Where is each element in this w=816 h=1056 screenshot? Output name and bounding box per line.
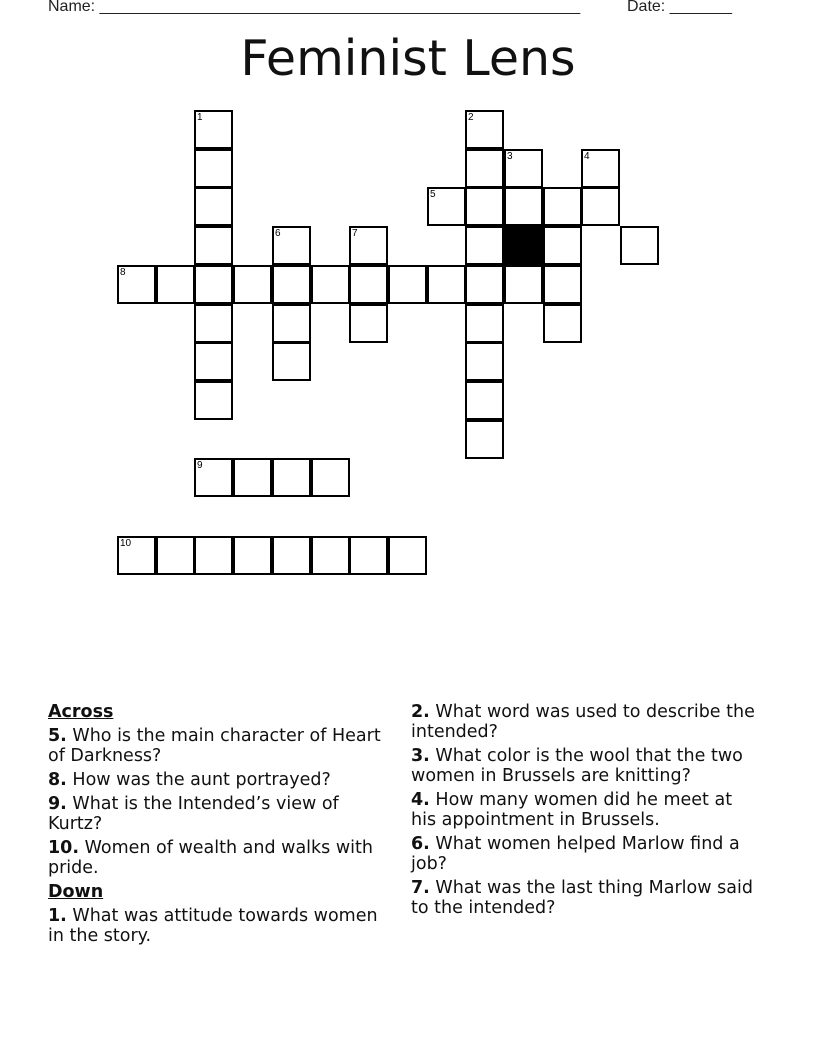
clue-text: What was attitude towards women in the story. xyxy=(48,906,378,946)
crossword-cell[interactable] xyxy=(465,265,504,304)
crossword-cell[interactable] xyxy=(272,342,311,381)
crossword-cell[interactable] xyxy=(272,536,311,575)
across-heading: Across xyxy=(48,702,114,722)
crossword-cell[interactable] xyxy=(349,304,388,343)
clue-across-8 xyxy=(48,770,393,790)
clue-text: What is the Intended’s view of Kurtz? xyxy=(48,794,339,834)
crossword-cell[interactable] xyxy=(194,304,233,343)
crossword-cell[interactable] xyxy=(465,304,504,343)
cell-number: 2 xyxy=(468,112,474,123)
crossword-cell[interactable] xyxy=(504,149,543,188)
clues-column-left xyxy=(48,702,393,950)
clue-number: 4. xyxy=(411,790,430,810)
cell-number: 10 xyxy=(120,538,132,549)
crossword-cell[interactable] xyxy=(311,458,350,497)
crossword-cell[interactable] xyxy=(156,265,195,304)
crossword-cell[interactable] xyxy=(543,226,582,265)
clue-text: How many women did he meet at his appointment in Brussels. xyxy=(411,790,733,830)
clue-text: Who is the main character of Heart of Darkness? xyxy=(48,726,381,766)
crossword-cell[interactable] xyxy=(272,265,311,304)
crossword-cell[interactable] xyxy=(311,536,350,575)
clue-text: How was the aunt portrayed? xyxy=(72,770,331,790)
crossword-cell[interactable] xyxy=(543,265,582,304)
clue-down-2 xyxy=(411,702,761,742)
crossword-cell[interactable] xyxy=(194,226,233,265)
crossword-cell[interactable] xyxy=(272,304,311,343)
clue-down-1 xyxy=(48,906,393,946)
clue-across-10 xyxy=(48,838,393,878)
crossword-cell[interactable] xyxy=(543,187,582,226)
crossword-cell[interactable] xyxy=(194,458,233,497)
clue-text: What women helped Marlow find a job? xyxy=(411,834,740,874)
crossword-cell[interactable] xyxy=(581,149,620,188)
clue-number: 5. xyxy=(48,726,67,746)
crossword-cell[interactable] xyxy=(427,265,466,304)
clue-down-6 xyxy=(411,834,761,874)
clue-text: What was the last thing Marlow said to the intended? xyxy=(411,878,753,918)
clue-number: 10. xyxy=(48,838,80,858)
crossword-cell[interactable] xyxy=(465,420,504,459)
crossword-cell[interactable] xyxy=(194,536,233,575)
down-heading: Down xyxy=(48,882,104,902)
crossword-cell[interactable] xyxy=(194,149,233,188)
date-field[interactable]: Date: _______ xyxy=(627,0,732,15)
clue-down-7 xyxy=(411,878,761,918)
clues-column-right xyxy=(411,702,761,922)
crossword-cell[interactable] xyxy=(465,187,504,226)
crossword-cell[interactable] xyxy=(194,187,233,226)
cell-number: 9 xyxy=(197,460,203,471)
crossword-cell[interactable] xyxy=(194,110,233,149)
clue-down-3 xyxy=(411,746,761,786)
crossword-cell[interactable] xyxy=(465,342,504,381)
clue-text: Women of wealth and walks with pride. xyxy=(48,838,373,878)
clue-text: What word was used to describe the intended? xyxy=(411,702,755,742)
crossword-cell[interactable] xyxy=(117,536,156,575)
crossword-cell[interactable] xyxy=(504,187,543,226)
clue-number: 2. xyxy=(411,702,430,722)
crossword-cell[interactable] xyxy=(427,187,466,226)
page-title: Feminist Lens xyxy=(240,30,576,87)
crossword-cell[interactable] xyxy=(194,342,233,381)
crossword-cell[interactable] xyxy=(233,536,272,575)
cell-number: 5 xyxy=(430,189,436,200)
cell-number: 1 xyxy=(197,112,203,123)
crossword-cell[interactable] xyxy=(349,265,388,304)
crossword-cell[interactable] xyxy=(233,265,272,304)
clue-down-4 xyxy=(411,790,761,830)
crossword-cell[interactable] xyxy=(233,458,272,497)
crossword-cell[interactable] xyxy=(349,226,388,265)
crossword-cell[interactable] xyxy=(156,536,195,575)
clue-number: 1. xyxy=(48,906,67,926)
crossword-cell[interactable] xyxy=(194,381,233,420)
crossword-cell[interactable] xyxy=(465,110,504,149)
cell-number: 7 xyxy=(352,228,358,239)
crossword-cell[interactable] xyxy=(349,536,388,575)
crossword-cell[interactable] xyxy=(543,304,582,343)
crossword-cell[interactable] xyxy=(311,265,350,304)
name-field[interactable]: Name: ______________________________________________________ xyxy=(48,0,581,15)
crossword-cell[interactable] xyxy=(117,265,156,304)
clue-across-9 xyxy=(48,794,393,834)
crossword-cell[interactable] xyxy=(581,187,620,226)
crossword-cell[interactable] xyxy=(465,149,504,188)
clue-number: 7. xyxy=(411,878,430,898)
clue-number: 6. xyxy=(411,834,430,854)
crossword-block xyxy=(504,226,543,265)
cell-number: 4 xyxy=(584,151,590,162)
clue-number: 3. xyxy=(411,746,430,766)
cell-number: 3 xyxy=(507,151,513,162)
crossword-cell[interactable] xyxy=(388,265,427,304)
crossword-cell[interactable] xyxy=(465,226,504,265)
crossword-cell[interactable] xyxy=(620,226,659,265)
crossword-cell[interactable] xyxy=(272,226,311,265)
cell-number: 8 xyxy=(120,267,126,278)
clue-text: What color is the wool that the two women in Brussels are knitting? xyxy=(411,746,743,786)
crossword-cell[interactable] xyxy=(194,265,233,304)
clue-across-5 xyxy=(48,726,393,766)
crossword-cell[interactable] xyxy=(465,381,504,420)
crossword-cell[interactable] xyxy=(272,458,311,497)
crossword-cell[interactable] xyxy=(504,265,543,304)
clue-number: 8. xyxy=(48,770,67,790)
cell-number: 6 xyxy=(275,228,281,239)
crossword-cell[interactable] xyxy=(388,536,427,575)
clue-number: 9. xyxy=(48,794,67,814)
